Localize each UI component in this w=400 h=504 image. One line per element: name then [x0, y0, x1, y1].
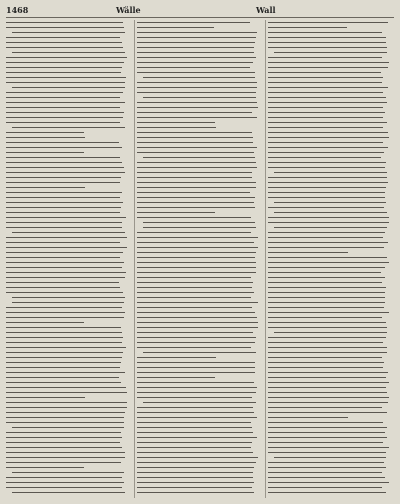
text-line — [6, 215, 130, 220]
text-line — [6, 450, 130, 455]
text-line — [6, 360, 130, 365]
text-line — [268, 280, 392, 285]
running-head — [6, 5, 394, 17]
text-line — [137, 85, 261, 90]
text-line — [137, 265, 261, 270]
text-line — [137, 225, 261, 230]
text-line — [137, 20, 261, 25]
text-line — [6, 240, 130, 245]
text-line — [268, 465, 392, 470]
text-line — [137, 80, 261, 85]
text-line — [268, 145, 392, 150]
text-line — [268, 65, 392, 70]
text-line — [6, 415, 130, 420]
text-line — [6, 60, 130, 65]
text-line — [137, 320, 261, 325]
text-line — [137, 115, 261, 120]
text-line — [6, 145, 130, 150]
text-line — [268, 430, 392, 435]
text-line — [268, 460, 392, 465]
text-line — [137, 350, 261, 355]
text-line — [137, 70, 261, 75]
text-line — [137, 465, 261, 470]
text-line — [6, 190, 130, 195]
text-line — [137, 285, 261, 290]
header-rule — [6, 17, 394, 18]
text-line — [268, 200, 392, 205]
text-line — [137, 315, 261, 320]
text-line — [268, 250, 392, 255]
text-line — [6, 20, 130, 25]
text-line — [268, 215, 392, 220]
text-line — [137, 175, 261, 180]
text-line — [137, 210, 261, 215]
text-line — [268, 455, 392, 460]
text-line — [268, 110, 392, 115]
text-line — [268, 125, 392, 130]
text-line — [137, 60, 261, 65]
text-line — [6, 260, 130, 265]
text-line — [268, 405, 392, 410]
text-line — [6, 330, 130, 335]
text-line — [137, 300, 261, 305]
text-line — [6, 115, 130, 120]
text-line — [6, 40, 130, 45]
text-line — [268, 150, 392, 155]
text-line — [6, 475, 130, 480]
text-line — [6, 155, 130, 160]
text-line — [268, 485, 392, 490]
text-line — [6, 50, 130, 55]
text-line — [6, 425, 130, 430]
text-line — [6, 285, 130, 290]
text-line — [137, 235, 261, 240]
text-line — [6, 335, 130, 340]
text-line — [6, 390, 130, 395]
text-line — [6, 355, 130, 360]
text-line — [268, 35, 392, 40]
text-line — [137, 185, 261, 190]
text-line — [6, 350, 130, 355]
text-line — [268, 330, 392, 335]
text-line — [6, 245, 130, 250]
text-line — [137, 370, 261, 375]
text-line — [137, 240, 261, 245]
text-line — [268, 40, 392, 45]
text-line — [268, 180, 392, 185]
text-line — [6, 65, 130, 70]
text-line — [137, 110, 261, 115]
text-line — [268, 365, 392, 370]
text-line — [137, 215, 261, 220]
text-line — [6, 310, 130, 315]
text-line — [137, 305, 261, 310]
text-line — [268, 445, 392, 450]
text-line — [6, 230, 130, 235]
text-line — [268, 470, 392, 475]
text-line — [6, 175, 130, 180]
text-line — [268, 315, 392, 320]
text-line — [268, 275, 392, 280]
text-line — [137, 445, 261, 450]
running-head-right: Wall — [256, 5, 276, 15]
text-line — [137, 480, 261, 485]
text-line — [137, 330, 261, 335]
text-line — [268, 320, 392, 325]
text-line — [268, 170, 392, 175]
text-line — [268, 45, 392, 50]
text-line — [6, 80, 130, 85]
text-line — [268, 30, 392, 35]
text-line — [268, 95, 392, 100]
text-line — [6, 160, 130, 165]
text-line — [137, 65, 261, 70]
text-line — [6, 365, 130, 370]
text-line — [268, 120, 392, 125]
text-line — [6, 140, 130, 145]
text-line — [137, 200, 261, 205]
text-line — [6, 290, 130, 295]
text-line — [6, 90, 130, 95]
text-line — [6, 85, 130, 90]
text-line — [268, 340, 392, 345]
text-line — [6, 375, 130, 380]
text-line — [268, 90, 392, 95]
text-line — [137, 50, 261, 55]
text-column-2 — [137, 20, 261, 498]
text-line — [268, 225, 392, 230]
text-line — [137, 135, 261, 140]
text-line — [268, 130, 392, 135]
text-line — [137, 410, 261, 415]
text-line — [6, 485, 130, 490]
text-column-1 — [6, 20, 130, 498]
text-line — [6, 185, 130, 190]
text-line — [268, 475, 392, 480]
text-line — [6, 400, 130, 405]
text-line — [268, 185, 392, 190]
text-line — [137, 100, 261, 105]
text-line — [268, 375, 392, 380]
text-line — [6, 100, 130, 105]
text-line — [137, 420, 261, 425]
text-line — [137, 375, 261, 380]
text-line — [6, 45, 130, 50]
text-line — [137, 275, 261, 280]
text-line — [6, 25, 130, 30]
text-line — [268, 160, 392, 165]
text-line — [268, 100, 392, 105]
text-line — [137, 150, 261, 155]
text-line — [6, 70, 130, 75]
text-line — [137, 355, 261, 360]
text-line — [268, 230, 392, 235]
text-line — [137, 260, 261, 265]
text-line — [137, 490, 261, 495]
text-line — [6, 295, 130, 300]
text-line — [6, 270, 130, 275]
text-line — [6, 130, 130, 135]
text-line — [268, 135, 392, 140]
text-line — [137, 280, 261, 285]
text-line — [268, 380, 392, 385]
text-line — [6, 135, 130, 140]
text-line — [137, 430, 261, 435]
text-line — [268, 205, 392, 210]
text-line — [6, 280, 130, 285]
text-line — [268, 305, 392, 310]
text-line — [137, 255, 261, 260]
page-number: 1468 — [6, 5, 29, 15]
text-line — [6, 410, 130, 415]
text-line — [268, 300, 392, 305]
text-line — [6, 445, 130, 450]
text-line — [137, 325, 261, 330]
text-line — [268, 265, 392, 270]
text-line — [137, 340, 261, 345]
text-line — [6, 220, 130, 225]
text-line — [137, 160, 261, 165]
text-line — [137, 485, 261, 490]
text-line — [268, 355, 392, 360]
text-line — [6, 110, 130, 115]
text-line — [6, 455, 130, 460]
text-line — [268, 345, 392, 350]
text-line — [268, 390, 392, 395]
text-line — [137, 55, 261, 60]
text-line — [137, 405, 261, 410]
text-line — [6, 470, 130, 475]
text-line — [137, 165, 261, 170]
text-line — [268, 255, 392, 260]
text-line — [137, 25, 261, 30]
text-line — [268, 350, 392, 355]
text-line — [6, 120, 130, 125]
text-line — [268, 260, 392, 265]
text-line — [268, 115, 392, 120]
text-line — [268, 20, 392, 25]
text-line — [268, 450, 392, 455]
text-line — [137, 130, 261, 135]
text-line — [137, 470, 261, 475]
text-line — [6, 430, 130, 435]
text-line — [268, 210, 392, 215]
text-line — [268, 190, 392, 195]
text-line — [137, 125, 261, 130]
text-line — [268, 60, 392, 65]
text-line — [6, 305, 130, 310]
text-line — [268, 325, 392, 330]
text-line — [6, 235, 130, 240]
text-line — [268, 415, 392, 420]
text-line — [268, 425, 392, 430]
text-line — [137, 290, 261, 295]
text-line — [6, 95, 130, 100]
text-line — [268, 25, 392, 30]
text-line — [137, 145, 261, 150]
text-line — [137, 95, 261, 100]
text-line — [268, 245, 392, 250]
text-line — [6, 340, 130, 345]
text-line — [6, 440, 130, 445]
text-line — [137, 180, 261, 185]
text-line — [6, 435, 130, 440]
text-line — [6, 405, 130, 410]
text-line — [6, 490, 130, 495]
text-line — [137, 360, 261, 365]
text-line — [137, 380, 261, 385]
text-line — [6, 35, 130, 40]
text-line — [268, 370, 392, 375]
text-line — [137, 460, 261, 465]
text-line — [137, 310, 261, 315]
text-line — [268, 140, 392, 145]
text-line — [137, 400, 261, 405]
text-line — [268, 70, 392, 75]
text-line — [268, 395, 392, 400]
text-line — [6, 255, 130, 260]
text-line — [137, 105, 261, 110]
text-line — [137, 455, 261, 460]
text-line — [268, 175, 392, 180]
text-line — [268, 195, 392, 200]
text-line — [6, 75, 130, 80]
text-line — [137, 190, 261, 195]
text-line — [268, 285, 392, 290]
text-line — [268, 290, 392, 295]
text-line — [6, 205, 130, 210]
text-line — [6, 210, 130, 215]
text-line — [268, 270, 392, 275]
text-line — [137, 450, 261, 455]
text-line — [6, 225, 130, 230]
text-line — [6, 180, 130, 185]
text-line — [6, 200, 130, 205]
text-column-3 — [268, 20, 392, 498]
text-line — [6, 150, 130, 155]
text-line — [268, 360, 392, 365]
text-line — [6, 275, 130, 280]
text-line — [6, 480, 130, 485]
text-line — [137, 385, 261, 390]
text-line — [268, 420, 392, 425]
text-line — [137, 250, 261, 255]
text-line — [268, 155, 392, 160]
text-line — [137, 335, 261, 340]
text-line — [6, 170, 130, 175]
text-line — [6, 105, 130, 110]
text-line — [137, 90, 261, 95]
text-line — [6, 320, 130, 325]
text-line — [137, 415, 261, 420]
text-line — [6, 385, 130, 390]
text-line — [137, 40, 261, 45]
text-line — [6, 55, 130, 60]
text-line — [6, 395, 130, 400]
text-line — [137, 155, 261, 160]
text-line — [268, 385, 392, 390]
text-line — [268, 85, 392, 90]
text-line — [137, 35, 261, 40]
text-line — [268, 400, 392, 405]
text-line — [6, 300, 130, 305]
text-line — [137, 440, 261, 445]
text-line — [137, 345, 261, 350]
text-line — [137, 270, 261, 275]
text-line — [268, 435, 392, 440]
text-line — [137, 75, 261, 80]
text-line — [268, 240, 392, 245]
column-divider — [134, 20, 135, 498]
text-line — [268, 80, 392, 85]
text-line — [268, 410, 392, 415]
text-line — [268, 310, 392, 315]
text-line — [6, 465, 130, 470]
text-line — [6, 165, 130, 170]
text-line — [137, 435, 261, 440]
text-line — [137, 120, 261, 125]
text-line — [268, 165, 392, 170]
text-line — [137, 230, 261, 235]
text-line — [268, 220, 392, 225]
text-line — [268, 105, 392, 110]
text-line — [137, 365, 261, 370]
text-line — [268, 440, 392, 445]
text-line — [137, 170, 261, 175]
text-line — [6, 250, 130, 255]
text-line — [137, 425, 261, 430]
text-line — [268, 335, 392, 340]
text-line — [6, 380, 130, 385]
text-line — [137, 395, 261, 400]
text-line — [137, 295, 261, 300]
text-line — [268, 295, 392, 300]
text-line — [137, 205, 261, 210]
text-line — [137, 475, 261, 480]
text-line — [137, 390, 261, 395]
text-line — [6, 195, 130, 200]
text-line — [137, 30, 261, 35]
text-line — [268, 50, 392, 55]
text-line — [6, 420, 130, 425]
column-divider — [265, 20, 266, 498]
text-line — [268, 55, 392, 60]
text-line — [268, 490, 392, 495]
text-line — [268, 480, 392, 485]
running-head-left: Wälle — [116, 5, 141, 15]
text-line — [6, 315, 130, 320]
text-line — [6, 460, 130, 465]
text-line — [137, 195, 261, 200]
text-line — [137, 45, 261, 50]
text-line — [268, 75, 392, 80]
text-line — [6, 325, 130, 330]
text-line — [6, 265, 130, 270]
text-line — [6, 30, 130, 35]
text-line — [268, 235, 392, 240]
text-line — [6, 370, 130, 375]
text-line — [137, 140, 261, 145]
text-line — [137, 245, 261, 250]
text-line — [6, 345, 130, 350]
text-line — [6, 125, 130, 130]
text-line — [137, 220, 261, 225]
